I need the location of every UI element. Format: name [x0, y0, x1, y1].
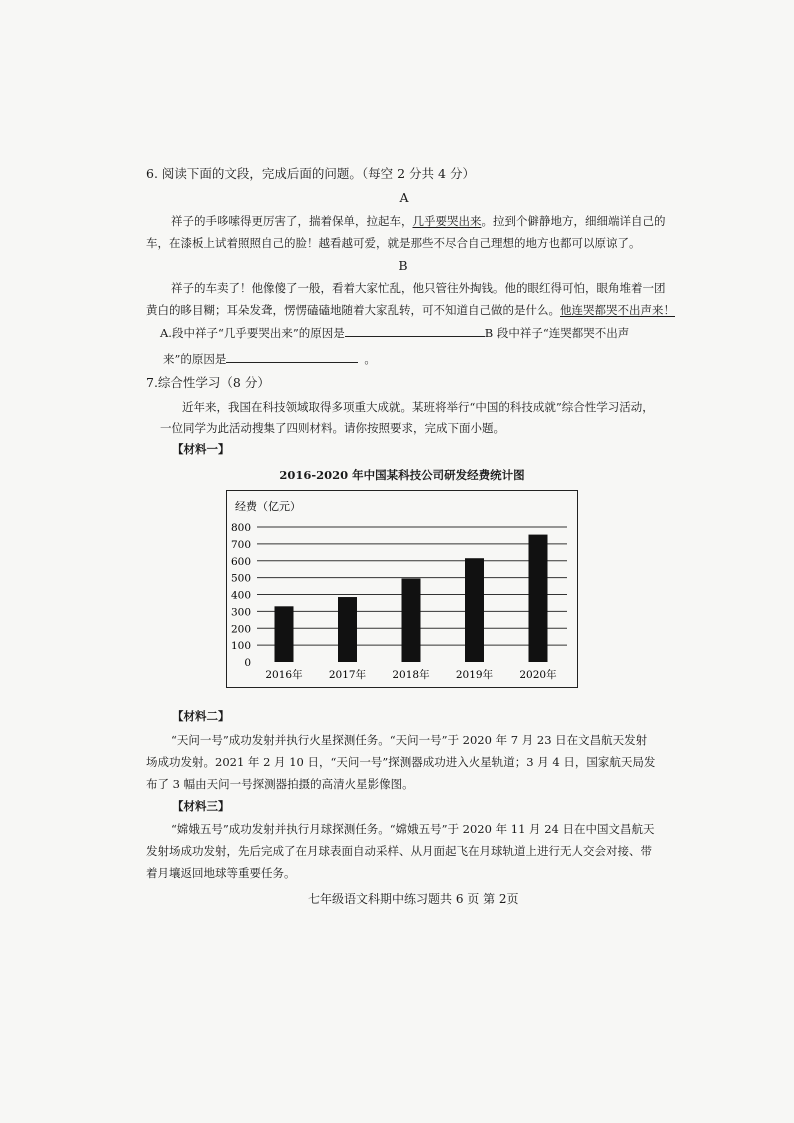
y-tick-label: 500 — [230, 572, 251, 585]
passage-a-line1: 祥子的手哆嗦得更厉害了，揣着保单，拉起车，几乎要哭出来。拉到个僻静地方，细细端详自己的 — [171, 214, 666, 228]
passage-a-line2: 车，在漆板上试着照照自己的脸！越看越可爱，就是那些不尽合自己理想的地方也都可以原谅了。 — [146, 236, 641, 250]
bar-chart — [227, 491, 577, 687]
answer-blank-a[interactable] — [345, 323, 485, 337]
chart-title: 2016-2020 年中国某科技公司研发经费统计图 — [279, 468, 525, 482]
page-footer: 七年级语文科期中练习题共 6 页 第 2页 — [308, 892, 519, 906]
bar-2020年 — [529, 535, 548, 662]
passage-a-label: A — [399, 190, 409, 205]
y-tick-label: 800 — [230, 522, 251, 534]
y-tick-label: 700 — [230, 538, 251, 551]
material1-label: 【材料一】 — [172, 442, 230, 456]
passage-b-underlined-phrase: 他连哭都哭不出声来！ — [560, 303, 675, 317]
y-tick-label: 300 — [230, 606, 251, 619]
bar-2016年 — [275, 606, 294, 662]
passage-b-line1: 祥子的车卖了！他像傻了一般，看着大家忙乱，他只管往外掏钱。他的眼红得可怕，眼角堆着一团 — [171, 281, 666, 295]
material2-label: 【材料二】 — [172, 709, 230, 723]
passage-b-line2: 黄白的眵目糊；耳朵发聋，愣愣磕磕地随着大家乱转，可不知道自己做的是什么。他连哭都哭不出声来！ — [146, 303, 675, 317]
x-category-label: 2017年 — [328, 669, 367, 681]
material2-line3: 布了 3 幅由天问一号探测器拍摄的高清火星影像图。 — [146, 777, 414, 791]
y-axis-label: 经费（亿元） — [235, 500, 301, 513]
passage-a-underlined-phrase: 几乎要哭出来 — [412, 214, 482, 228]
y-tick-label: 200 — [230, 623, 251, 636]
x-category-label: 2016年 — [265, 669, 303, 681]
q6-question-line2: 来”的原因是 。 — [163, 348, 376, 370]
answer-blank-b[interactable] — [226, 349, 358, 363]
material2-line1: “天问一号”成功发射并执行火星探测任务。“天问一号”于 2020 年 7 月 23 日在文昌航天发射 — [171, 733, 648, 747]
x-category-label: 2020年 — [519, 669, 557, 681]
q6-question-line1: A.段中祥子“几乎要哭出来”的原因是 B 段中祥子“连哭都哭不出声 — [160, 322, 629, 344]
x-category-label: 2018年 — [392, 669, 430, 681]
material3-line3: 着月壤返回地球等重要任务。 — [146, 866, 296, 880]
q6-heading: 6. 阅读下面的文段，完成后面的问题。（每空 2 分共 4 分） — [146, 166, 475, 181]
material3-line2: 发射场成功发射，先后完成了在月球表面自动采样、从月面起飞在月球轨道上进行无人交会对接、带 — [146, 844, 652, 858]
chart-frame — [226, 490, 578, 688]
y-tick-label: 100 — [230, 640, 251, 653]
q7-intro-line1: 近年来，我国在科技领域取得多项重大成就。某班将举行“中国的科技成就”综合性学习活动， — [182, 400, 654, 414]
bar-2018年 — [402, 578, 421, 662]
x-category-label: 2019年 — [455, 669, 494, 681]
material3-line1: “嫦娥五号”成功发射并执行月球探测任务。“嫦娥五号”于 2020 年 11 月 24 日在中国文昌航天 — [171, 822, 655, 836]
q7-intro-line2: 一位同学为此活动搜集了四则材料。请你按照要求，完成下面小题。 — [160, 421, 505, 435]
material3-label: 【材料三】 — [172, 799, 230, 813]
y-tick-label: 400 — [230, 589, 251, 602]
y-tick-label: 600 — [230, 555, 251, 568]
q7-heading: 7.综合性学习（8 分） — [146, 375, 270, 390]
bar-2017年 — [338, 597, 357, 662]
passage-b-label: B — [398, 258, 408, 273]
bar-2019年 — [465, 558, 484, 662]
y-tick-label: 0 — [244, 657, 251, 669]
material2-line2: 场成功发射。2021 年 2 月 10 日，“天问一号”探测器成功进入火星轨道；3 月 4 日，国家航天局发 — [146, 755, 656, 769]
